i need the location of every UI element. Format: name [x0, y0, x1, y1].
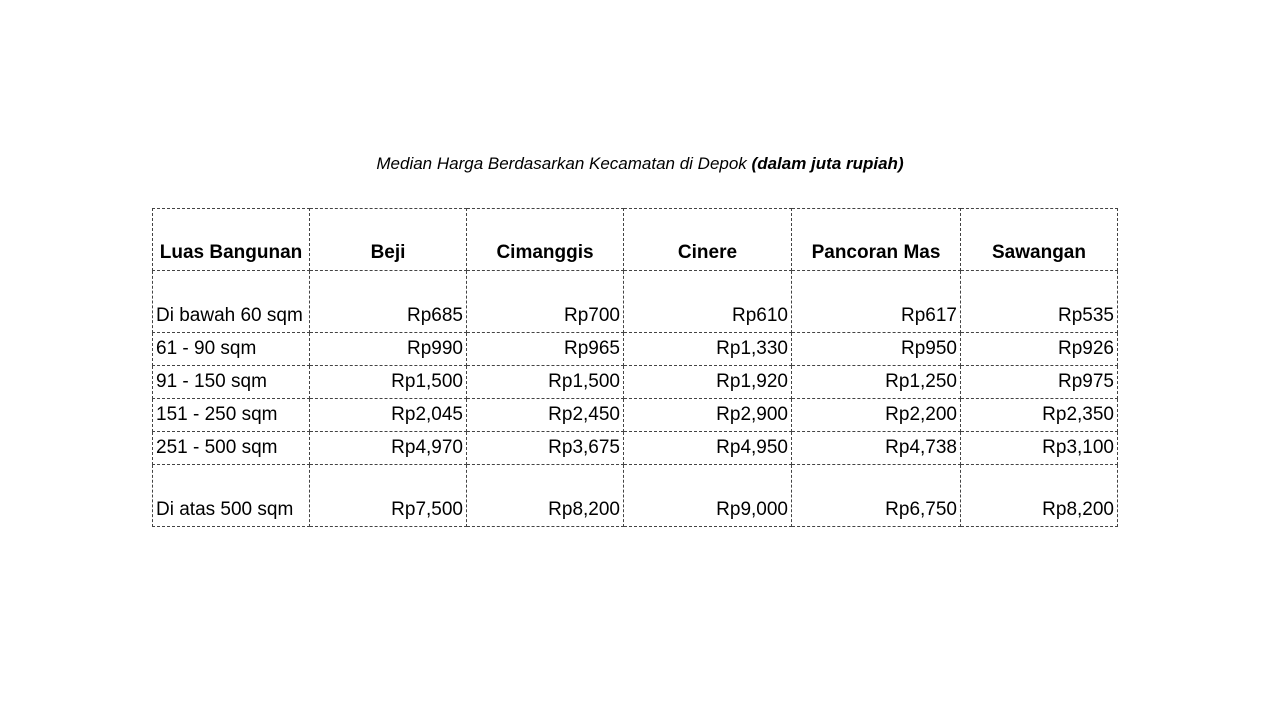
- header-beji: Beji: [310, 209, 467, 271]
- price-cell: Rp700: [467, 271, 624, 333]
- header-row: [153, 209, 1118, 271]
- row-label: Di atas 500 sqm: [153, 465, 310, 527]
- table-row: [153, 366, 1118, 399]
- header-cinere: Cinere: [624, 209, 792, 271]
- row-label: 61 - 90 sqm: [153, 333, 310, 366]
- price-cell: Rp1,500: [467, 366, 624, 399]
- price-cell: Rp6,750: [792, 465, 961, 527]
- table-title-unit: (dalam juta rupiah): [751, 154, 904, 173]
- price-cell: Rp1,330: [624, 333, 792, 366]
- price-cell: Rp4,970: [310, 432, 467, 465]
- price-cell: Rp990: [310, 333, 467, 366]
- price-cell: Rp535: [961, 271, 1118, 333]
- price-cell: Rp8,200: [961, 465, 1118, 527]
- row-label: 91 - 150 sqm: [153, 366, 310, 399]
- price-cell: Rp9,000: [624, 465, 792, 527]
- table-row: [153, 399, 1118, 432]
- table-row: [153, 432, 1118, 465]
- price-cell: Rp8,200: [467, 465, 624, 527]
- header-cimanggis: Cimanggis: [467, 209, 624, 271]
- table-row: [153, 465, 1118, 527]
- row-label: 251 - 500 sqm: [153, 432, 310, 465]
- table-title-text: Median Harga Berdasarkan Kecamatan di Depok: [376, 154, 752, 173]
- price-cell: Rp975: [961, 366, 1118, 399]
- price-cell: Rp610: [624, 271, 792, 333]
- price-cell: Rp617: [792, 271, 961, 333]
- price-cell: Rp2,350: [961, 399, 1118, 432]
- price-cell: Rp1,500: [310, 366, 467, 399]
- price-cell: Rp4,950: [624, 432, 792, 465]
- table-title: [0, 153, 1280, 175]
- price-cell: Rp950: [792, 333, 961, 366]
- median-price-table: [152, 208, 1118, 527]
- header-luas-bangunan: Luas Bangunan: [153, 209, 310, 271]
- price-cell: Rp3,100: [961, 432, 1118, 465]
- price-cell: Rp1,920: [624, 366, 792, 399]
- table-row: [153, 333, 1118, 366]
- price-cell: Rp685: [310, 271, 467, 333]
- price-cell: Rp2,200: [792, 399, 961, 432]
- price-cell: Rp2,045: [310, 399, 467, 432]
- header-sawangan: Sawangan: [961, 209, 1118, 271]
- row-label: 151 - 250 sqm: [153, 399, 310, 432]
- price-cell: Rp3,675: [467, 432, 624, 465]
- price-cell: Rp1,250: [792, 366, 961, 399]
- row-label: Di bawah 60 sqm: [153, 271, 310, 333]
- price-cell: Rp4,738: [792, 432, 961, 465]
- table-row: [153, 271, 1118, 333]
- price-cell: Rp926: [961, 333, 1118, 366]
- price-cell: Rp2,450: [467, 399, 624, 432]
- price-cell: Rp965: [467, 333, 624, 366]
- price-cell: Rp2,900: [624, 399, 792, 432]
- header-pancoran-mas: Pancoran Mas: [792, 209, 961, 271]
- price-cell: Rp7,500: [310, 465, 467, 527]
